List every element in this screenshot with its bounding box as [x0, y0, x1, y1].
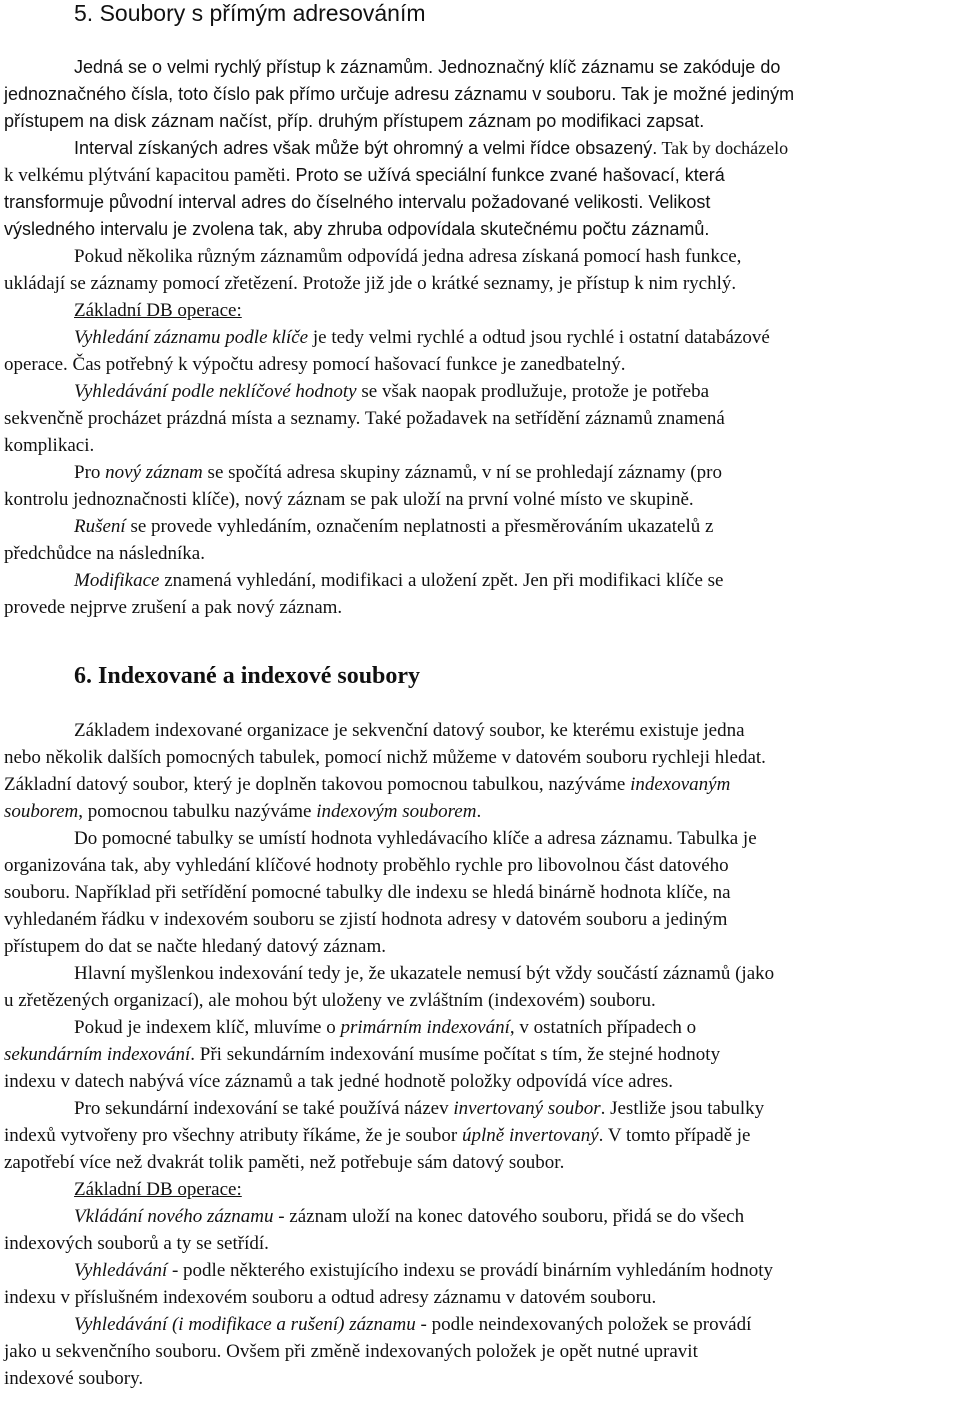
text-line: Rušení se provede vyhledáním, označením neplatnosti a přesměrováním ukazatelů z [74, 516, 714, 537]
section-6-body [4, 717, 958, 1392]
text-line: Pro nový záznam se spočítá adresa skupiny záznamů, v ní se prohledají záznamy (pro [74, 462, 722, 483]
text-line: organizována tak, aby vyhledání klíčové hodnoty proběhlo rychle pro libovolnou část datového [4, 855, 729, 876]
text-line: Vyhledávání - podle některého existujícího indexu se provádí binárním vyhledáním hodnoty [74, 1260, 773, 1281]
section-5-body [4, 54, 958, 621]
text-line: indexových souborů a ty se setřídí. [4, 1233, 269, 1254]
text-line: Modifikace znamená vyhledání, modifikaci a uložení zpět. Jen při modifikaci klíče se [74, 570, 724, 591]
text-line: Vyhledání záznamu podle klíče je tedy velmi rychlé a odtud jsou rychlé i ostatní databázové [74, 327, 770, 348]
text-line: zapotřebí více než dvakrát tolik paměti, než potřebuje sám datový soubor. [4, 1152, 565, 1173]
text-line: souborem, pomocnou tabulku nazýváme indexovým souborem. [4, 801, 482, 822]
text-line: indexů vytvořeny pro všechny atributy říkáme, že je soubor úplně invertovaný. V tomto případě je [4, 1125, 751, 1146]
text-line: ukládají se záznamy pomocí zřetězení. Protože již jde o krátké seznamy, je přístup k nim rychlý. [4, 273, 737, 294]
text-line: indexové soubory. [4, 1368, 144, 1389]
text-line: kontrolu jednoznačnosti klíče), nový záznam se pak uloží na první volné místo ve skupině. [4, 489, 694, 510]
text-line: komplikaci. [4, 435, 95, 456]
text-line: přístupem do dat se načte hledaný datový záznam. [4, 936, 386, 957]
text-line: transformuje původní interval adres do číselného intervalu požadované velikosti. Velikost [4, 192, 711, 212]
text-line: sekvenčně procházet prázdná místa a seznamy. Také požadavek na setřídění záznamů znamená [4, 408, 725, 429]
text-line: souboru. Například při setřídění pomocné tabulky dle indexu se hledá binárně hodnota klíče, na [4, 882, 731, 903]
subheading-db-operations: Základní DB operace: [74, 300, 242, 321]
text-line: Vyhledávání podle neklíčové hodnoty se však naopak prodlužuje, protože je potřeba [74, 381, 710, 402]
text-line: Základní datový soubor, který je doplněn takovou pomocnou tabulkou, nazýváme indexovaným [4, 774, 731, 795]
text-line: sekundárním indexování. Při sekundárním indexování musíme počítat s tím, že stejné hodnoty [4, 1044, 721, 1065]
text-line: indexu v datech nabývá více záznamů a tak jedné hodnotě položky odpovídá více adres. [4, 1071, 673, 1092]
text-line: Vyhledávání (i modifikace a rušení) záznamu - podle neindexovaných položek se provádí [74, 1314, 752, 1335]
text-line: vyhledaném řádku v indexovém souboru se zjistí hodnota adresy v datovém souboru a jediným [4, 909, 728, 930]
text-line: provede nejprve zrušení a pak nový záznam. [4, 597, 343, 618]
text-line: Jedná se o velmi rychlý přístup k záznamům. Jednoznačný klíč záznamu se zakóduje do [74, 57, 781, 77]
subheading-db-operations: Základní DB operace: [74, 1179, 242, 1200]
text-line: Pro sekundární indexování se také používá název invertovaný soubor. Jestliže jsou tabulky [74, 1098, 765, 1119]
text-line: jako u sekvenčního souboru. Ovšem při změně indexovaných položek je opět nutné upravit [4, 1341, 698, 1362]
text-line: Do pomocné tabulky se umístí hodnota vyhledávacího klíče a adresa záznamu. Tabulka je [74, 828, 757, 849]
text-line: nebo několik dalších pomocných tabulek, pomocí nichž můžeme v datovém souboru rychleji hledat. [4, 747, 766, 768]
text-line: výsledného intervalu je zvolena tak, aby zhruba odpovídala skutečnému počtu záznamů. [4, 219, 710, 239]
text-line: u zřetězených organizací), ale mohou být uloženy ve zvláštním (indexovém) souboru. [4, 990, 656, 1011]
text-line: předchůdce na následníka. [4, 543, 205, 564]
text-line: Interval získaných adres však může být ohromný a velmi řídce obsazený. Tak by docházelo [74, 138, 789, 158]
text-line: jednoznačného čísla, toto číslo pak přímo určuje adresu záznamu v souboru. Tak je možné jediným [4, 84, 795, 104]
text-line: k velkému plýtvání kapacitou paměti. Proto se užívá speciální funkce zvané hašovací, která [4, 165, 725, 186]
text-line: Vkládání nového záznamu - záznam uloží na konec datového souboru, přidá se do všech [74, 1206, 745, 1227]
section-5-heading: 5. Soubory s přímým adresováním [74, 0, 426, 26]
text-line: Hlavní myšlenkou indexování tedy je, že ukazatele nemusí být vždy součástí záznamů (jako [74, 963, 775, 984]
text-line: Pokud několika různým záznamům odpovídá jedna adresa získaná pomocí hash funkce, [74, 246, 742, 267]
text-line: operace. Čas potřebný k výpočtu adresy pomocí hašovací funkce je zanedbatelný. [4, 354, 626, 375]
text-line: Základem indexované organizace je sekvenční datový soubor, ke kterému existuje jedna [74, 720, 745, 741]
text-line: přístupem na disk záznam načíst, příp. druhým přístupem záznam po modifikaci zapsat. [4, 111, 705, 131]
text-line: indexu v příslušném indexovém souboru a odtud adresy záznamu v datovém souboru. [4, 1287, 657, 1308]
text-line: Pokud je indexem klíč, mluvíme o primárním indexování, v ostatních případech o [74, 1017, 697, 1038]
section-6-heading: 6. Indexované a indexové soubory [74, 663, 421, 689]
